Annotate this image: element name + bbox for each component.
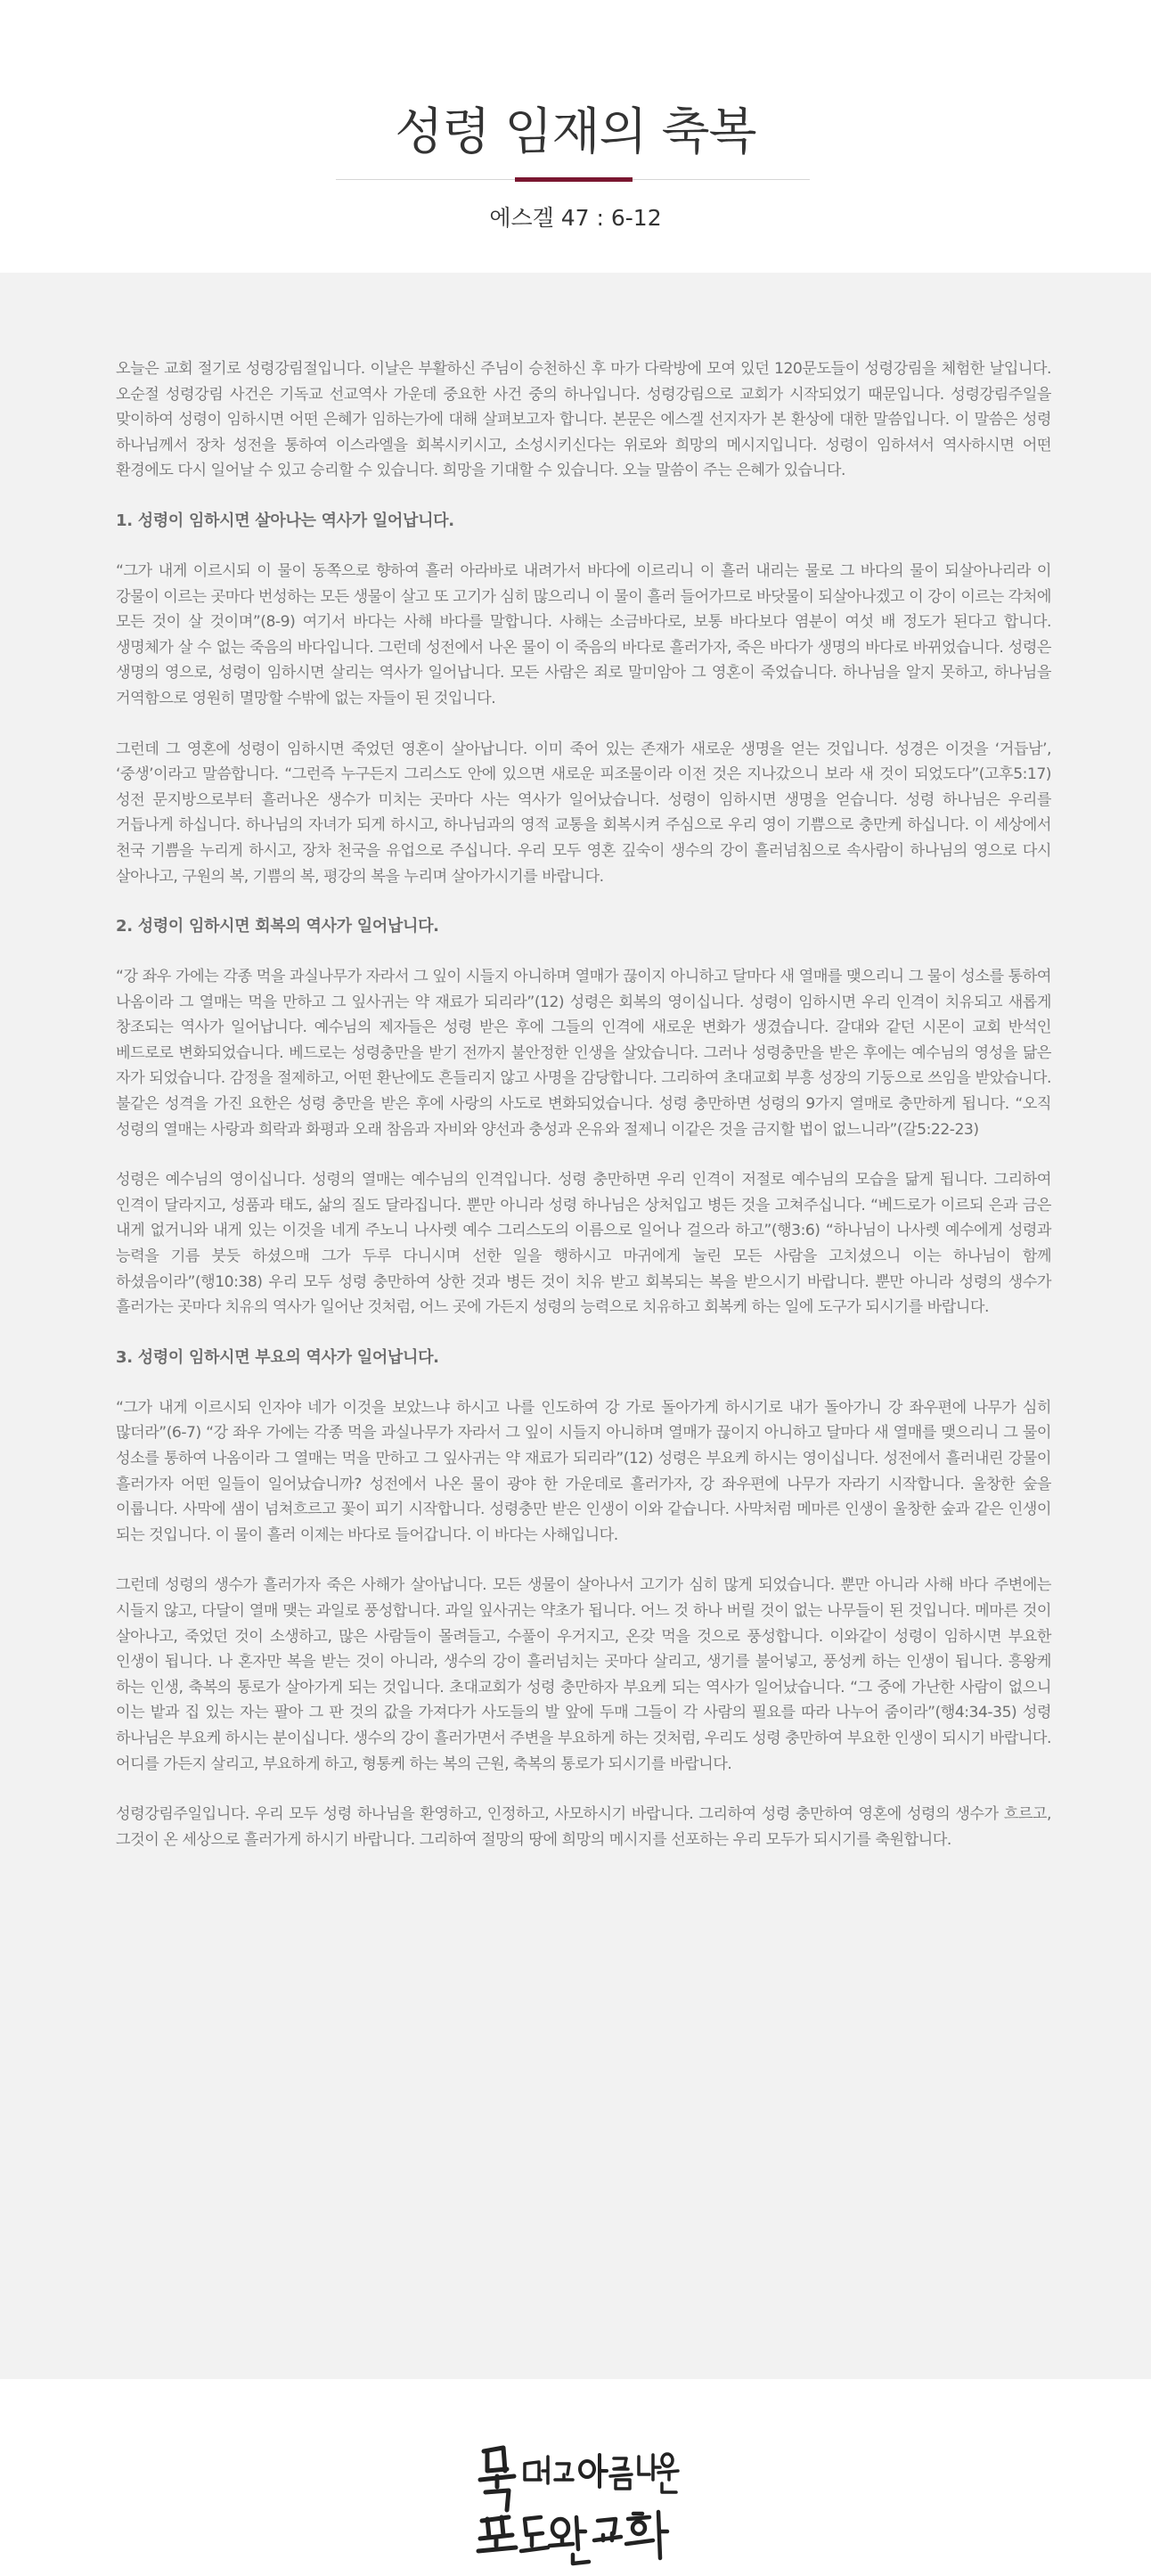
closing-paragraph: 성령강림주일입니다. 우리 모두 성령 하나님을 환영하고, 인정하고, 사모하시기 바랍니다. 그리하여 성령 충만하여 영혼에 성령의 생수가 흐르고, 그것이 온 세상으로 흘러가게 하시기 바랍니다. 그리하여 절망의 땅에 희망의 메시지를 선포하는 우리 모두가 되시기를 축원합니다. xyxy=(116,1805,1051,1849)
section-1-paragraph-1: “그가 내게 이르시되 이 물이 동쪽으로 향하여 흘러 아라바로 내려가서 바다에 이르리니 이 흘러 내리는 물로 그 바다의 물이 되살아나리라 이 강물이 이르는 곳마다 번성하는 모든 생물이 살고 또 고기가 심히 많으리니 이 물이 흘러 들어가므로 바닷물이 되살아나겠고 이 강이 이르는 각처에 모든 것이 살 것이며”(8-9) 여기서 바다는 사해 바다를 말합니다. 사해는 소금바다로, 보통 바다보다 염분이 여섯 배 정도가 된다고 합니다. 생명체가 살 수 없는 죽음의 바다입니다. 그런데 성전에서 나온 물이 이 죽음의 바다로 흘러가자, 죽은 바다가 생명의 바다로 바뀌었습니다. 성령은 생명의 영으로, 성령이 임하시면 살리는 역사가 일어납니다. 모든 사람은 죄로 말미암아 그 영혼이 죽었습니다. 하나님을 알지 못하고, 하나님을 거역함으로 영원히 멸망할 수밖에 없는 자들이 된 것입니다. xyxy=(116,561,1051,707)
sermon-title: 성령 임재의 축복 xyxy=(395,103,756,161)
title-divider-accent xyxy=(515,177,633,182)
scripture-reference: 에스겔 47 : 6-12 xyxy=(489,205,662,231)
sermon-content xyxy=(116,356,1051,1852)
section-2-paragraph-2: 성령은 예수님의 영이십니다. 성령의 열매는 예수님의 인격입니다. 성령 충만하면 우리 인격이 저절로 예수님의 모습을 닮게 됩니다. 그리하여 인격이 달라지고, 성품과 태도, 삶의 질도 달라집니다. 뿐만 아니라 성령 하나님은 상처입고 병든 것을 고쳐주십니다. “베드로가 이르되 은과 금은 내게 없거니와 내게 있는 이것을 네게 주노니 나사렛 예수 그리스도의 이름으로 일어나 걸으라 하고”(행3:6) “하나님이 나사렛 예수에게 성령과 능력을 기름 붓듯 하셨으매 그가 두루 다니시며 선한 일을 행하시고 마귀에게 눌린 모든 사람을 고치셨으니 이는 하나님이 함께 하셨음이라”(행10:38) 우리 모두 성령 충만하여 상한 것과 병든 것이 치유 받고 회복되는 복을 받으시기 바랍니다. 뿐만 아니라 성령의 생수가 흘러가는 곳마다 치유의 역사가 일어난 것처럼, 어느 곳에 가든지 성령의 능력으로 치유하고 회복케 하는 일에 도구가 되시기를 바랍니다. xyxy=(116,1171,1051,1317)
section-heading-1: 1. 성령이 임하시면 살아나는 역사가 일어납니다. xyxy=(116,511,454,530)
section-heading-3: 3. 성령이 임하시면 부요의 역사가 일어납니다. xyxy=(116,1347,439,1367)
section-heading-2: 2. 성령이 임하시면 회복의 역사가 일어납니다. xyxy=(116,917,439,936)
section-3-paragraph-2: 그런데 성령의 생수가 흘러가자 죽은 사해가 살아납니다. 모든 생물이 살아나서 고기가 심히 많게 되었습니다. 뿐만 아니라 사해 바다 주변에는 시들지 않고, 다달이 열매 맺는 과일로 풍성합니다. 과일 잎사귀는 약초가 됩니다. 어느 것 하나 버릴 것이 없는 나무들이 된 것입니다. 메마른 것이 살아나고, 죽었던 것이 소생하고, 많은 사람들이 몰려들고, 수풀이 우거지고, 온갖 먹을 것으로 풍성합니다. 이와같이 성령이 임하시면 부요한 인생이 됩니다. 나 혼자만 복을 받는 것이 아니라, 생수의 강이 흘러넘치는 곳마다 살리고, 생기를 불어넣고, 풍성케 하는 인생이 됩니다. 흥왕케 하는 인생, 축복의 통로가 살아가게 되는 것입니다. 초대교회가 성령 충만하자 부요케 되는 역사가 일어났습니다. “그 중에 가난한 사람이 없으니 이는 밭과 집 있는 자는 팔아 그 판 것의 값을 가져다가 사도들의 발 앞에 두매 그들이 각 사람의 필요를 따라 나누어 줌이라”(행4:34-35) 성령 하나님은 부요케 하시는 분이십니다. 생수의 강이 흘러가면서 주변을 부요하게 하는 것처럼, 우리도 성령 충만하여 부요한 인생이 되시기 바랍니다. 어디를 가든지 살리고, 부요하게 하고, 형통케 하는 복의 근원, 축복의 통로가 되시기를 바랍니다. xyxy=(116,1576,1051,1773)
intro-paragraph: 오늘은 교회 절기로 성령강림절입니다. 이날은 부활하신 주님이 승천하신 후 마가 다락방에 모여 있던 120문도들이 성령강림을 체험한 날입니다. 오순절 성령강림 사건은 기독교 선교역사 가운데 중요한 사건 중의 하나입니다. 성령강림으로 교회가 시작되었기 때문입니다. 성령강림주일을 맞이하여 성령이 임하시면 어떤 은혜가 임하는가에 대해 살펴보고자 합니다. 본문은 에스겔 선지자가 본 환상에 대한 말씀입니다. 이 말씀은 성령 하나님께서 장차 성전을 통하여 이스라엘을 회복시키시고, 소성시키신다는 위로와 희망의 메시지입니다. 성령이 임하셔서 역사하시면 어떤 환경에도 다시 일어날 수 있고 승리할 수 있습니다. 희망을 기대할 수 있습니다. 오늘 말씀이 주는 은혜가 있습니다. xyxy=(116,360,1051,480)
sermon-body xyxy=(0,273,1151,2379)
section-2-paragraph-1: “강 좌우 가에는 각종 먹을 과실나무가 자라서 그 잎이 시들지 아니하며 열매가 끊이지 아니하고 달마다 새 열매를 맺으리니 그 물이 성소를 통하여 나옴이라 그 열매는 먹을 만하고 그 잎사귀는 약 재료가 되리라”(12) 성령은 회복의 영이십니다. 성령이 임하시면 우리 인격이 치유되고 새롭게 창조되는 역사가 일어납니다. 예수님의 제자들은 성령 받은 후에 그들의 인격에 새로운 변화가 생겼습니다. 갈대와 같던 시몬이 교회 반석인 베드로로 변화되었습니다. 베드로는 성령충만을 받기 전까지 불안정한 인생을 살았습니다. 그러나 성령충만을 받은 후에는 예수님의 영성을 닮은 자가 되었습니다. 감정을 절제하고, 어떤 환난에도 흔들리지 않고 사명을 감당합니다. 그리하여 초대교회 부흥 성장의 기둥으로 쓰임을 받았습니다. 불같은 성격을 가진 요한은 성령 충만을 받은 후에 사랑의 사도로 변화되었습니다. 성령 충만하면 성령의 9가지 열매로 충만하게 됩니다. “오직 성령의 열매는 사랑과 희락과 화평과 오래 참음과 자비와 양선과 충성과 온유와 절제니 이같은 것을 금지할 법이 없느니라”(갈5:22-23) xyxy=(116,968,1051,1139)
section-1-paragraph-2: 그런데 그 영혼에 성령이 임하시면 죽었던 영혼이 살아납니다. 이미 죽어 있는 존재가 새로운 생명을 얻는 것입니다. 성경은 이것을 ‘거듭남’, ‘중생’이라고 말씀합니다. “그런즉 누구든지 그리스도 안에 있으면 새로운 피조물이라 이전 것은 지나갔으니 보라 새 것이 되었도다”(고후5:17) 성전 문지방으로부터 흘러나온 생수가 미치는 곳마다 사는 역사가 일어났습니다. 성령이 임하시면 생명을 얻습니다. 성령 하나님은 우리를 거듭나게 하십니다. 하나님의 자녀가 되게 하시고, 하나님과의 영적 교통을 회복시켜 주심으로 우리 영이 기쁨으로 충만케 하십니다. 이 세상에서 천국 기쁨을 누리게 하시고, 장차 천국을 유업으로 주십니다. 우리 모두 영혼 깊숙이 생수의 강이 흘러넘침으로 속사람이 하나님의 영으로 다시 살아나고, 구원의 복, 기쁨의 복, 평강의 복을 누리며 살아가시기를 바랍니다. xyxy=(116,740,1051,886)
church-signature-logo xyxy=(468,2425,690,2576)
section-3-paragraph-1: “그가 내게 이르시되 인자야 네가 이것을 보았느냐 하시고 나를 인도하여 강 가로 돌아가게 하시기로 내가 돌아가니 강 좌우편에 나무가 심히 많더라”(6-7) “강 좌우 가에는 각종 먹을 과실나무가 자라서 그 잎이 시들지 아니하며 열매가 끊이지 아니하고 달마다 새 열매를 맺으리니 그 물이 성소를 통하여 나옴이라 그 열매는 먹을 만하고 그 잎사귀는 약 재료가 되리라”(12) 성령은 부요케 하시는 영이십니다. 성전에서 흘러내린 강물이 흘러가자 어떤 일들이 일어났습니까? 성전에서 나온 물이 광야 한 가운데로 흘러가자, 강 좌우편에 나무가 자라기 시작합니다. 울창한 숲을 이룹니다. 사막에 샘이 넘쳐흐르고 꽃이 피기 시작합니다. 성령충만 받은 인생이 이와 같습니다. 사막처럼 메마른 인생이 울창한 숲과 같은 인생이 되는 것입니다. 이 물이 흘러 이제는 바다로 들어갑니다. 이 바다는 사해입니다. xyxy=(116,1398,1051,1544)
sermon-header xyxy=(0,0,1151,273)
